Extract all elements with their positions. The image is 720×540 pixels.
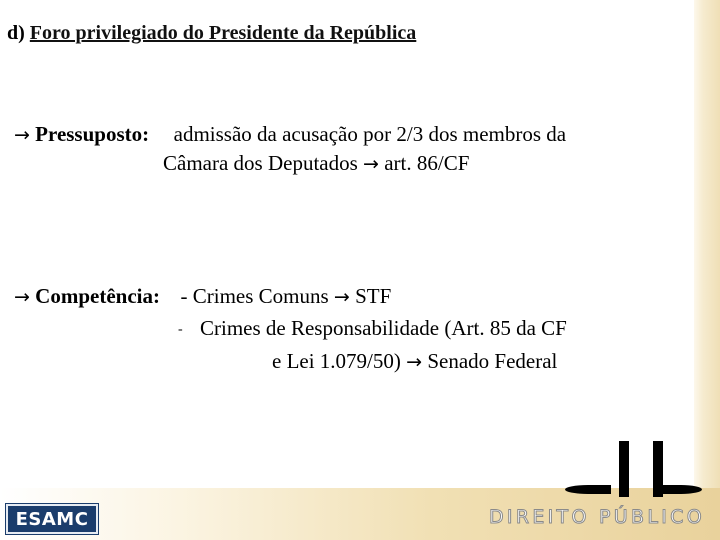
- esamc-logo: [6, 504, 98, 534]
- arrow-icon: →: [333, 286, 350, 308]
- competencia-item1-dash: -: [180, 284, 188, 308]
- competencia-item2-law: e Lei 1.079/50): [272, 349, 401, 373]
- pressuposto-line-2: [163, 151, 469, 176]
- arrow-icon: →: [406, 351, 423, 373]
- competencia-line-2: [200, 316, 567, 341]
- competencia-item1-target: STF: [355, 284, 392, 308]
- pressuposto-text-2a: Câmara dos Deputados: [163, 151, 358, 175]
- slide-title: [7, 22, 416, 45]
- competencia-item2-text: Crimes de Responsabilidade (Art. 85 da CF: [200, 316, 567, 340]
- competencia-line-3: [272, 349, 557, 374]
- pressuposto-text-1: admissão da acusação por 2/3 dos membros da: [173, 122, 567, 146]
- decorative-right-band: [694, 0, 720, 540]
- pressuposto-text-2b: art. 86/CF: [384, 151, 470, 175]
- decorative-underline-icon: [565, 485, 611, 494]
- decorative-underline-icon: [660, 485, 702, 494]
- arrow-icon: →: [363, 153, 379, 175]
- competencia-line-1: [14, 284, 391, 309]
- pressuposto-line-1: [14, 122, 566, 147]
- title-text: Foro privilegiado do Presidente da República: [29, 22, 417, 44]
- title-prefix: d): [7, 22, 25, 44]
- footer-brand-text: DIREITO PÚBLICO: [489, 506, 705, 528]
- competencia-item2-bullet: -: [178, 322, 183, 337]
- competencia-item1-text: Crimes Comuns: [192, 284, 329, 308]
- competencia-label: Competência:: [35, 284, 160, 308]
- logo-text: ESAMC: [15, 508, 89, 530]
- arrow-icon: →: [14, 124, 30, 146]
- pressuposto-label: Pressuposto:: [35, 122, 150, 146]
- competencia-item2-target: Senado Federal: [427, 349, 558, 373]
- decorative-bar-icon: [619, 441, 629, 497]
- arrow-icon: →: [14, 286, 30, 308]
